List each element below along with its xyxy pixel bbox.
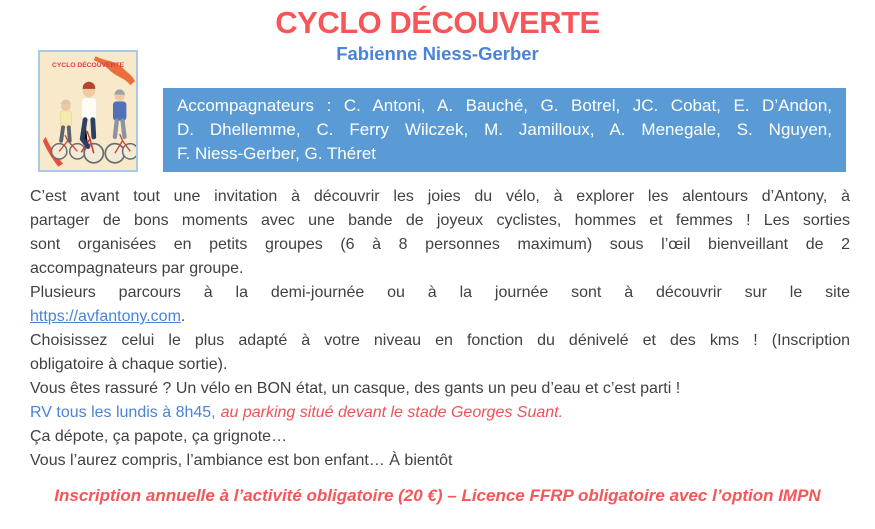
- accompagnateurs-line: D. Dhellemme, C. Ferry Wilczek, M. Jamilloux, A. Menegale, S. Nguyen,: [177, 120, 832, 139]
- cyclo-logo: [38, 50, 138, 172]
- accompagnateurs-line: F. Niess-Gerber, G. Théret: [177, 144, 377, 163]
- body-line-link: [30, 305, 850, 329]
- rendezvous-place: au parking situé devant le stade Georges Suant.: [220, 404, 564, 421]
- cyclists-illustration: [40, 52, 136, 170]
- body-text: [30, 185, 850, 473]
- body-line: Plusieurs parcours à la demi-journée ou à la journée sont à découvrir sur le site: [30, 284, 850, 301]
- rendezvous-time: RV tous les lundis à 8h45,: [30, 404, 216, 421]
- body-line: C’est avant tout une invitation à découvrir les joies du vélo, à explorer les alentours d’Antony, à: [30, 188, 850, 205]
- body-line: Ça dépote, ça papote, ça grignote…: [30, 428, 288, 445]
- accompagnateurs-box: [163, 88, 846, 172]
- website-link[interactable]: https://avfantony.com: [30, 308, 181, 325]
- body-line: Choisissez celui le plus adapté à votre niveau en fonction du dénivelé et des kms ! (Inscription: [30, 332, 850, 349]
- link-suffix: .: [180, 308, 186, 325]
- body-line: sont organisées en petits groupes (6 à 8 personnes maximum) sous l’œil bienveillant de 2: [30, 236, 850, 253]
- body-line: obligatoire à chaque sortie).: [30, 356, 228, 373]
- page-subtitle: Fabienne Niess-Gerber: [336, 43, 539, 64]
- footer-note: Inscription annuelle à l’activité obligatoire (20 €) – Licence FFRP obligatoire avec l’option IMPN: [54, 486, 821, 505]
- body-line: Vous êtes rassuré ? Un vélo en BON état, un casque, des gants un peu d’eau et c’est parti !: [30, 380, 681, 397]
- body-line: Vous l’aurez compris, l’ambiance est bon enfant… À bientôt: [30, 452, 453, 469]
- accompagnateurs-line: Accompagnateurs : C. Antoni, A. Bauché, G. Botrel, JC. Cobat, E. D’Andon,: [177, 96, 832, 115]
- logo-caption: CYCLO DÉCOUVERTE: [51, 61, 125, 69]
- body-line: accompagnateurs par groupe.: [30, 260, 244, 277]
- body-line-rendezvous: [30, 401, 850, 425]
- body-line: partager de bons moments avec une bande de joyeux cyclistes, hommes et femmes ! Les sorties: [30, 212, 850, 229]
- page-title: CYCLO DÉCOUVERTE: [275, 5, 600, 40]
